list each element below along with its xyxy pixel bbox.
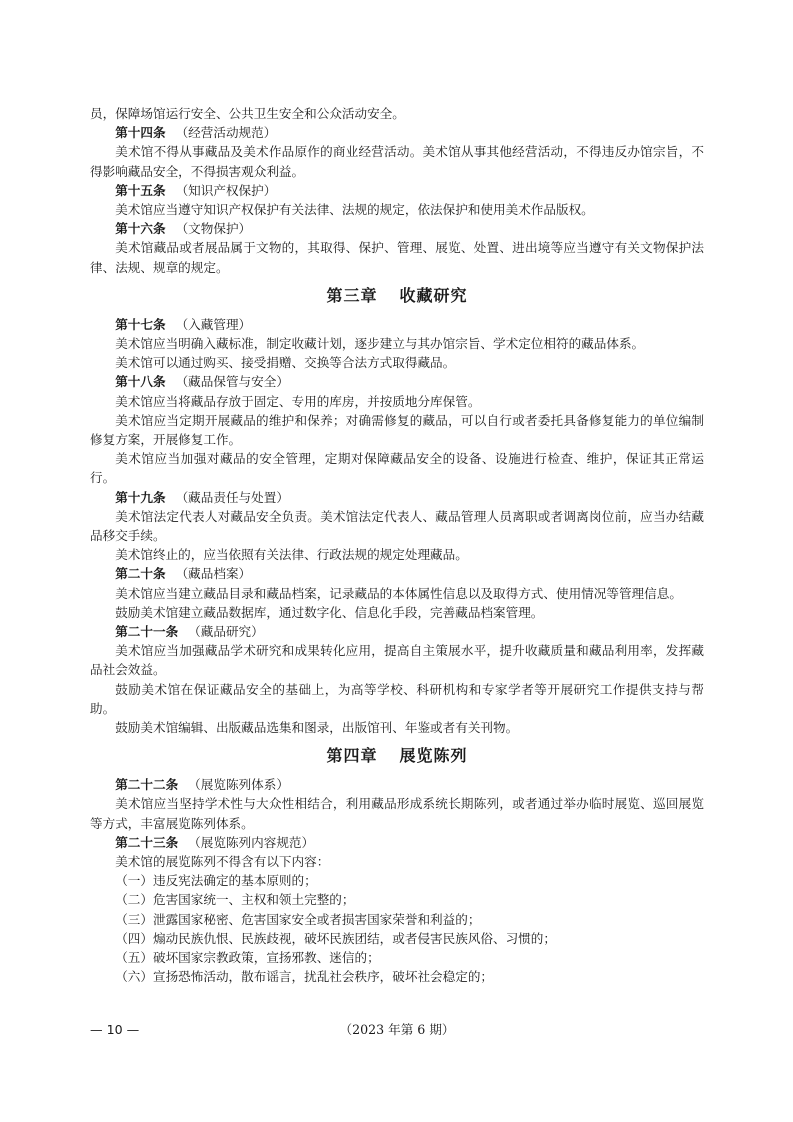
article-number: 第十四条 bbox=[115, 125, 166, 141]
article-title: （藏品研究） bbox=[188, 623, 264, 639]
chapter-heading-4 bbox=[90, 737, 704, 775]
article-paragraph: 美术馆应当建立藏品目录和藏品档案，记录藏品的本体属性信息以及取得方式、使用情况等管理信息。 bbox=[115, 585, 682, 601]
article-paragraph: 美术馆终止的，应当依照有关法律、行政法规的规定处理藏品。 bbox=[115, 547, 468, 563]
article-paragraph: 美术馆的展览陈列不得含有以下内容： bbox=[115, 853, 330, 869]
page-footer bbox=[90, 1020, 704, 1040]
article-number: 第二十一条 bbox=[115, 623, 179, 639]
article-paragraph: 鼓励美术馆编辑、出版藏品选集和图录，出版馆刊、年鉴或者有关刊物。 bbox=[115, 719, 519, 735]
chapter-number: 第四章 bbox=[326, 746, 378, 766]
list-item: （六）宣扬恐怖活动，散布谣言，扰乱社会秩序，破坏社会稳定的； bbox=[115, 969, 493, 985]
article-heading bbox=[90, 564, 704, 583]
articles-group-b bbox=[90, 315, 704, 737]
document-body bbox=[90, 104, 704, 986]
prohibited-content-list bbox=[90, 871, 704, 986]
article-title: （藏品保管与安全） bbox=[175, 374, 289, 390]
article-paragraph: 美术馆应当加强藏品学术研究和成果转化应用，提高自主策展水平，提升收藏质量和藏品利用率，发挥藏品社会效益。 bbox=[90, 643, 704, 678]
article-number: 第十八条 bbox=[115, 374, 166, 390]
article-number: 第二十条 bbox=[115, 566, 166, 582]
article-paragraph: 美术馆应当坚持学术性与大众性相结合，利用藏品形成系统长期陈列，或者通过举办临时展览、巡回展览等方式，丰富展览陈列体系。 bbox=[90, 796, 704, 831]
article-paragraph: 美术馆藏品或者展品属于文物的，其取得、保护、管理、展览、处置、进出境等应当遵守有关文物保护法律、法规、规章的规定。 bbox=[90, 240, 704, 275]
article-heading bbox=[90, 833, 704, 852]
article-paragraph: 美术馆应当定期开展藏品的维护和保养；对确需修复的藏品，可以自行或者委托具备修复能力的单位编制修复方案，开展修复工作。 bbox=[90, 412, 704, 447]
article-paragraph: 美术馆应当将藏品存放于固定、专用的库房，并按质地分库保管。 bbox=[115, 393, 481, 409]
chapter-title: 展览陈列 bbox=[399, 746, 468, 766]
article-heading bbox=[90, 315, 704, 334]
article-paragraph: 鼓励美术馆在保证藏品安全的基础上，为高等学校、科研机构和专家学者等开展研究工作提供支持与帮助。 bbox=[90, 681, 704, 716]
article-title: （展览陈列体系） bbox=[188, 777, 289, 793]
list-item: （五）破坏国家宗教政策，宣扬邪教、迷信的； bbox=[115, 949, 380, 965]
article-heading bbox=[90, 123, 704, 142]
article-title: （藏品责任与处置） bbox=[175, 489, 289, 505]
article-paragraph: 美术馆应当遵守知识产权保护有关法律、法规的规定，依法保护和使用美术作品版权。 bbox=[115, 201, 594, 217]
article-number: 第十五条 bbox=[115, 182, 166, 198]
chapter-title: 收藏研究 bbox=[399, 285, 468, 305]
article-paragraph: 鼓励美术馆建立藏品数据库，通过数字化、信息化手段，完善藏品档案管理。 bbox=[115, 604, 544, 620]
articles-group-c bbox=[90, 775, 704, 871]
article-paragraph: 美术馆法定代表人对藏品安全负责。美术馆法定代表人、藏品管理人员离职或者调离岗位前，应当办结藏品移交手续。 bbox=[90, 508, 704, 543]
article-number: 第十七条 bbox=[115, 316, 166, 332]
article-paragraph: 美术馆应当明确入藏标准，制定收藏计划，逐步建立与其办馆宗旨、学术定位相符的藏品体系。 bbox=[115, 335, 645, 351]
chapter-number: 第三章 bbox=[326, 285, 378, 305]
chapter-heading-3 bbox=[90, 277, 704, 315]
article-number: 第二十二条 bbox=[115, 777, 179, 793]
article-number: 第二十三条 bbox=[115, 834, 179, 850]
article-title: （知识产权保护） bbox=[175, 182, 277, 198]
continuation-paragraph: 员，保障场馆运行安全、公共卫生安全和公众活动安全。 bbox=[90, 106, 405, 121]
article-heading bbox=[90, 775, 704, 794]
article-heading bbox=[90, 181, 704, 200]
article-heading bbox=[90, 219, 704, 238]
issue-label: （2023 年第 6 期） bbox=[339, 1022, 455, 1037]
article-number: 第十六条 bbox=[115, 221, 166, 237]
article-title: （经营活动规范） bbox=[175, 125, 277, 141]
article-number: 第十九条 bbox=[115, 489, 166, 505]
article-heading bbox=[90, 622, 704, 641]
list-item: （三）泄露国家秘密、危害国家安全或者损害国家荣誉和利益的； bbox=[115, 911, 481, 927]
article-paragraph: 美术馆不得从事藏品及美术作品原作的商业经营活动。美术馆从事其他经营活动，不得违反办馆宗旨，不得影响藏品安全，不得损害观众利益。 bbox=[90, 144, 704, 179]
list-item: （一）违反宪法确定的基本原则的； bbox=[115, 873, 317, 889]
articles-group-a bbox=[90, 123, 704, 277]
article-paragraph: 美术馆可以通过购买、接受捐赠、交换等合法方式取得藏品。 bbox=[115, 355, 456, 371]
list-item: （二）危害国家统一、主权和领土完整的； bbox=[115, 892, 355, 908]
article-heading bbox=[90, 488, 704, 507]
article-title: （入藏管理） bbox=[175, 316, 252, 332]
article-title: （文物保护） bbox=[175, 221, 252, 237]
article-paragraph: 美术馆应当加强对藏品的安全管理，定期对保障藏品安全的设备、设施进行检查、维护，保证其正常运行。 bbox=[90, 451, 704, 486]
article-title: （藏品档案） bbox=[175, 566, 252, 582]
page-number: — 10 — bbox=[90, 1022, 140, 1037]
list-item: （四）煽动民族仇恨、民族歧视，破坏民族团结，或者侵害民族风俗、习惯的； bbox=[115, 930, 556, 946]
article-title: （展览陈列内容规范） bbox=[188, 834, 315, 850]
article-heading bbox=[90, 372, 704, 391]
